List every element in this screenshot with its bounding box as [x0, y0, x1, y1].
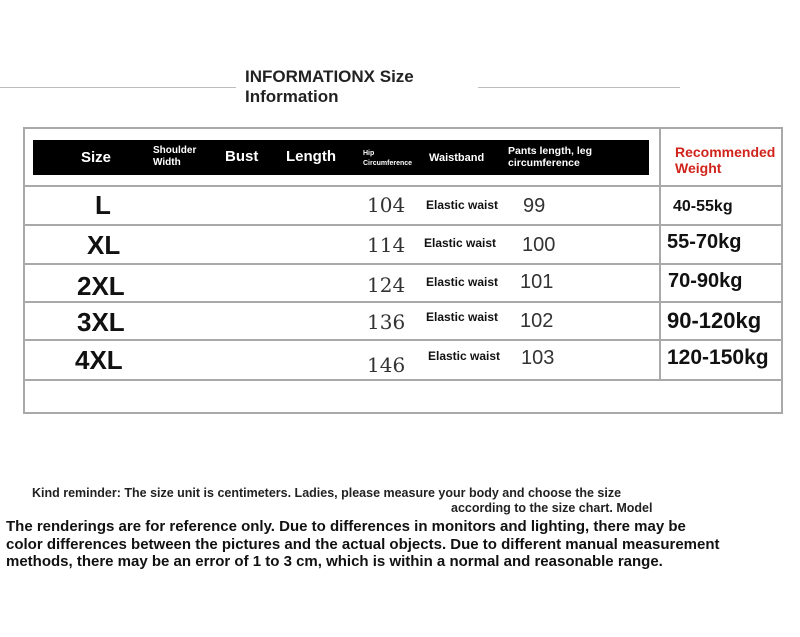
waistband-value: Elastic waist — [424, 236, 497, 250]
pants-value: 101 — [520, 271, 554, 293]
kind-reminder: Kind reminder: The size unit is centimeters. Ladies, please measure your body and choose the size — [32, 486, 622, 500]
hip-value: 104 — [367, 193, 406, 217]
waistband-value: Elastic waist — [426, 198, 499, 212]
row-line-1 — [23, 185, 783, 187]
size-label-3xl: 3XL — [77, 307, 125, 337]
waistband-value: Elastic waist — [426, 310, 499, 324]
header-recommended-weight: Recommended Weight — [675, 144, 776, 176]
waistband-value: Elastic waist — [426, 275, 499, 289]
pants-value: 99 — [523, 195, 546, 217]
row-line-2 — [23, 224, 783, 226]
hip-value: 124 — [367, 273, 406, 297]
size-label-4xl: 4XL — [75, 345, 123, 375]
size-label-2xl: 2XL — [77, 271, 125, 301]
size-label-xl: XL — [87, 230, 121, 260]
header-hip-circumference: Hip Circumference — [363, 150, 413, 167]
page-title: INFORMATIONX Size Information — [245, 67, 414, 106]
table-divider-weight — [659, 127, 661, 381]
row-line-3 — [23, 263, 783, 265]
row-line-4 — [23, 301, 783, 303]
hip-value: 146 — [367, 353, 406, 377]
weight-value: 40-55kg — [673, 198, 733, 215]
waistband-value: Elastic waist — [428, 349, 501, 363]
header-size: Size — [81, 149, 112, 166]
weight-value: 90-120kg — [667, 308, 762, 333]
weight-value: 120-150kg — [667, 346, 769, 369]
row-line-6 — [23, 379, 783, 381]
weight-value: 55-70kg — [667, 231, 742, 253]
pants-value: 103 — [521, 347, 555, 369]
row-line-5 — [23, 339, 783, 341]
weight-value: 70-90kg — [668, 270, 743, 292]
hip-value: 114 — [367, 233, 406, 257]
disclaimer-note: The renderings are for reference only. Due to differences in monitors and lighting, there may be color differences between the pictures and the actual objects. Due to different manual measurement methods, there may be an error of 1 to 3 cm, which is within a normal and reasonable range. — [6, 518, 720, 570]
header-pants: Pants length, leg circumference — [508, 145, 593, 169]
hip-value: 136 — [367, 310, 406, 334]
pants-value: 100 — [522, 234, 556, 256]
kind-reminder-continued: according to the size chart. Model — [451, 501, 653, 515]
pants-value: 102 — [520, 310, 554, 332]
header-length: Length — [286, 148, 336, 165]
header-shoulder-width: Shoulder Width — [153, 145, 197, 168]
header-waistband: Waistband — [429, 152, 485, 164]
table-header — [33, 140, 649, 175]
size-label-l: L — [95, 190, 111, 220]
title-rule-left — [0, 87, 236, 88]
header-bust: Bust — [225, 148, 259, 165]
title-rule-right — [478, 87, 680, 88]
